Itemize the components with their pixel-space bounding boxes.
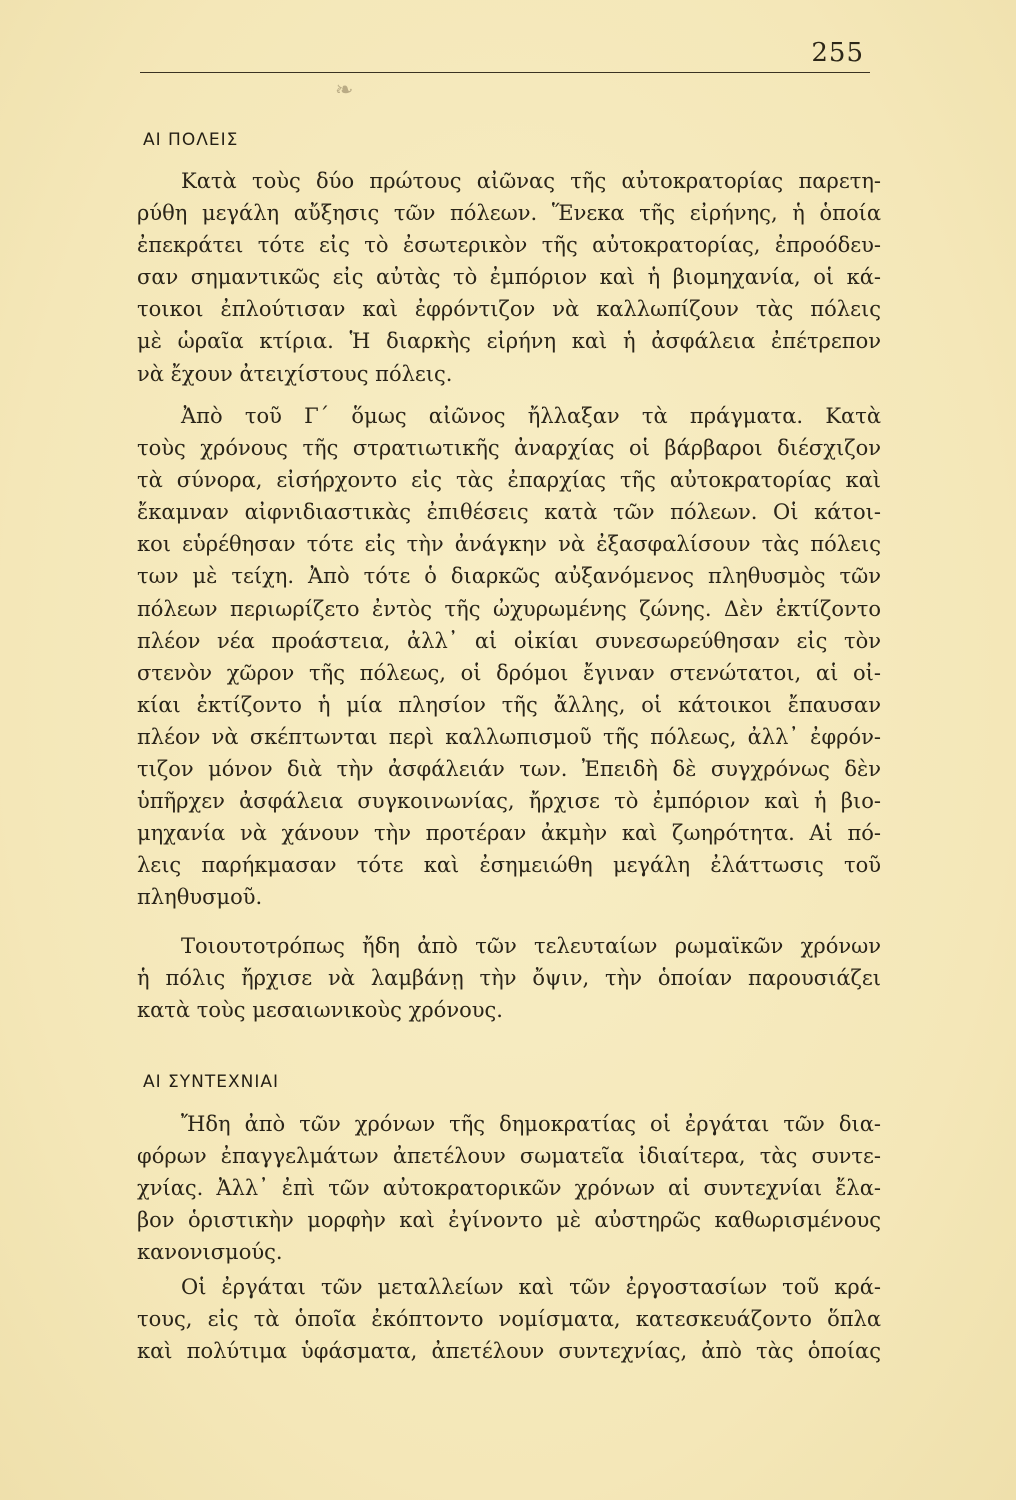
text-line: των μὲ τείχη. Ἀπὸ τότε ὁ διαρκῶς αὐξανόμενος πληθυσμὸς τῶν: [137, 564, 881, 589]
section-heading-poleis: ΑΙ ΠΟΛΕΙΣ: [143, 130, 239, 150]
header-rule: [140, 72, 870, 73]
text-line: τοικοι ἐπλούτισαν καὶ ἐφρόντιζον νὰ καλλωπίζουν τὰς πόλεις: [137, 297, 881, 322]
text-line: στενὸν χῶρον τῆς πόλεως, οἱ δρόμοι ἔγιναν στενώτατοι, αἱ οἰ-: [137, 660, 881, 685]
text-line: νὰ ἔχουν ἀτειχίστους πόλεις.: [137, 361, 453, 386]
paragraph: [137, 930, 881, 1026]
text-line: πόλεων περιωρίζετο ἐντὸς τῆς ὠχυρωμένης ζώνης. Δὲν ἐκτίζοντο: [137, 596, 881, 621]
text-line: τοὺς χρόνους τῆς στρατιωτικῆς ἀναρχίας οἱ βάρβαροι διέσχιζον: [137, 436, 881, 461]
text-line: ἡ πόλις ἤρχισε νὰ λαμβάνῃ τὴν ὄψιν, τὴν ὁποίαν παρουσιάζει: [137, 966, 881, 991]
text-line: ἐπεκράτει τότε εἰς τὸ ἐσωτερικὸν τῆς αὐτοκρατορίας, ἐπροόδευ-: [137, 233, 881, 258]
text-line: Οἱ ἐργάται τῶν μεταλλείων καὶ τῶν ἐργοστασίων τοῦ κρά-: [181, 1275, 881, 1299]
text-line: κατὰ τοὺς μεσαιωνικοὺς χρόνους.: [137, 998, 503, 1023]
text-line: Ἤδη ἀπὸ τῶν χρόνων τῆς δημοκρατίας οἱ ἐργάται τῶν δια-: [181, 1112, 881, 1136]
text-line: μὲ ὡραῖα κτίρια. Ἡ διαρκὴς εἰρήνη καὶ ἡ ἀσφάλεια ἐπέτρεπον: [137, 329, 881, 354]
text-line: καὶ πολύτιμα ὑφάσματα, ἀπετέλουν συντεχνίας, ἀπὸ τὰς ὁποίας: [137, 1339, 881, 1364]
text-line: κίαι ἐκτίζοντο ἡ μία πλησίον τῆς ἄλλης, οἱ κάτοικοι ἔπαυσαν: [137, 692, 881, 717]
text-line: φόρων ἐπαγγελμάτων ἀπετέλουν σωματεῖα ἰδιαίτερα, τὰς συντε-: [137, 1144, 881, 1169]
paragraph: [137, 165, 881, 390]
text-line: ἔκαμναν αἰφνιδιαστικὰς ἐπιθέσεις κατὰ τῶν πόλεων. Οἱ κάτοι-: [137, 500, 881, 525]
text-line: Τοιουτοτρόπως ἤδη ἀπὸ τῶν τελευταίων ρωμαϊκῶν χρόνων: [181, 934, 881, 958]
text-line: χνίας. Ἀλλ᾽ ἐπὶ τῶν αὐτοκρατορικῶν χρόνων αἱ συντεχνίαι ἔλα-: [137, 1176, 881, 1201]
text-line: πλέον νέα προάστεια, ἀλλ᾽ αἱ οἰκίαι συνεσωρεύθησαν εἰς τὸν: [137, 628, 881, 653]
text-line: ὑπῆρχεν ἀσφάλεια συγκοινωνίας, ἤρχισε τὸ ἐμπόριον καὶ ἡ βιο-: [137, 789, 881, 814]
text-line: βον ὁριστικὴν μορφὴν καὶ ἐγίνοντο μὲ αὐστηρῶς καθωρισμένους: [137, 1208, 881, 1233]
text-line: σαν σημαντικῶς εἰς αὐτὰς τὸ ἐμπόριον καὶ ἡ βιομηχανία, οἱ κά-: [137, 265, 881, 290]
text-line: Ἀπὸ τοῦ Γ΄ ὅμως αἰῶνος ἤλλαξαν τὰ πράγματα. Κατὰ: [181, 404, 881, 428]
paragraph: [137, 1271, 881, 1367]
text-line: τιζον μόνον διὰ τὴν ἀσφάλειάν των. Ἐπειδὴ δὲ συγχρόνως δὲν: [137, 757, 881, 782]
paragraph: [137, 400, 881, 914]
text-line: κοι εὑρέθησαν τότε εἰς τὴν ἀνάγκην νὰ ἐξασφαλίσουν τὰς πόλεις: [137, 532, 881, 557]
text-line: κανονισμούς.: [137, 1240, 283, 1265]
text-line: πληθυσμοῦ.: [137, 885, 263, 910]
ink-mark: ❧: [335, 78, 354, 103]
text-line: πλέον νὰ σκέπτωνται περὶ καλλωπισμοῦ τῆς πόλεως, ἀλλ᾽ ἐφρόν-: [137, 724, 881, 749]
paragraph: [137, 1108, 881, 1268]
section-heading-syntechniai: ΑΙ ΣΥΝΤΕΧΝΙΑΙ: [143, 1072, 280, 1092]
text-line: Κατὰ τοὺς δύο πρώτους αἰῶνας τῆς αὐτοκρατορίας παρετη-: [181, 169, 881, 193]
text-line: μηχανία νὰ χάνουν τὴν προτέραν ἀκμὴν καὶ ζωηρότητα. Αἱ πό-: [137, 821, 881, 846]
page-number: 255: [811, 38, 864, 68]
text-line: τους, εἰς τὰ ὁποῖα ἐκόπτοντο νομίσματα, κατεσκευάζοντο ὅπλα: [137, 1307, 881, 1332]
text-line: τὰ σύνορα, εἰσήρχοντο εἰς τὰς ἐπαρχίας τῆς αὐτοκρατορίας καὶ: [137, 468, 881, 493]
text-line: λεις παρήκμασαν τότε καὶ ἐσημειώθη μεγάλη ἐλάττωσις τοῦ: [137, 853, 881, 878]
text-line: ρύθη μεγάλη αὔξησις τῶν πόλεων. Ἕνεκα τῆς εἰρήνης, ἡ ὁποία: [137, 201, 881, 226]
